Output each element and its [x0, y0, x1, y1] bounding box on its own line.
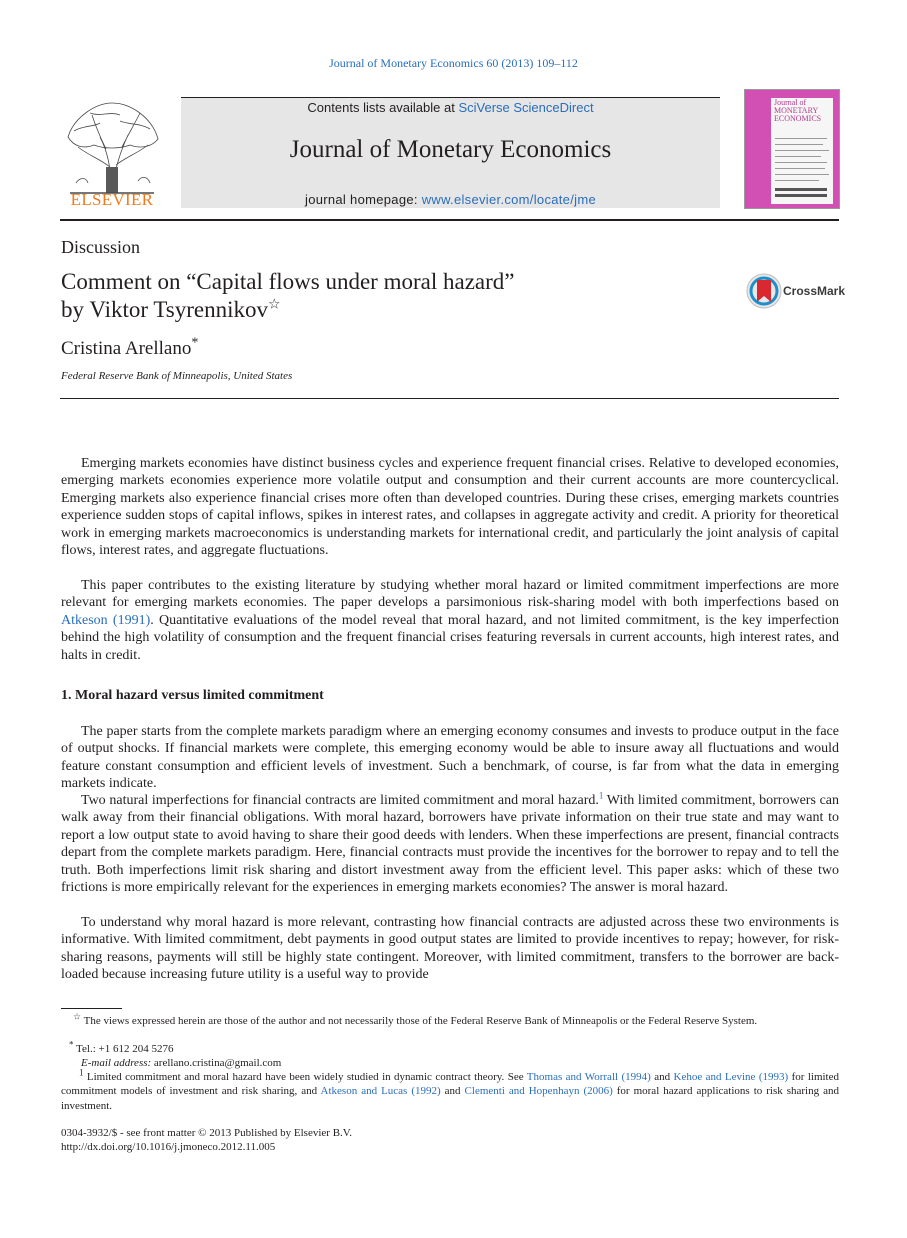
homepage-prefix: journal homepage: — [305, 192, 422, 207]
footnote-ref-1[interactable]: 1 — [598, 790, 604, 801]
title-line-2-text: by Viktor Tsyrennikov — [61, 297, 268, 322]
footnote-1 — [61, 1067, 839, 1113]
footnote-disclaimer — [61, 1011, 839, 1028]
paragraph-5: To understand why moral hazard is more relevant, contrasting how financial contracts are adjusted across these two environments is informative. With limited commitment, debt payments in good output states are limited to provide incentives to repay; however, for risk-sharing reasons, payments will still be highly state contingent. Moreover, with limited commitment, transfers to the borrower are back-loaded because increasing future utility is a useful way to provide — [61, 915, 839, 983]
paragraph-1: Emerging markets economies have distinct business cycles and experience frequent financial crises. Relative to developed economies, emerging markets economies experience more volatile output and consumption and their current accounts are more countercyclical. Emerging markets also experience financial crises more often than developed countries. During these crises, emerging markets countries experience sudden stops of capital inflows, spikes in interest rates, and collapses in aggregate activity and credit. A priority for theoretical work in emerging markets macroeconomics is understanding markets for international credit, and particularly the joint analysis of capital flows, interest rates, and aggregate fluctuations. — [61, 456, 839, 559]
crossmark-label[interactable]: CrossMark — [783, 284, 846, 298]
doi-link[interactable]: http://dx.doi.org/10.1016/j.jmoneco.2012.11.005 — [61, 1141, 276, 1153]
journal-cover-thumbnail[interactable] — [744, 89, 840, 209]
paragraph-2 — [61, 577, 839, 664]
footnote-tel-mark: * — [69, 1039, 74, 1050]
paragraph-3: The paper starts from the complete markets paradigm where an emerging economy consumes and invests to produce output in the face of output shocks. If financial markets were complete, this emerging economy would be able to insure away all fluctuations and would feature constant consumption and efficient levels of investment. Such a benchmark, of course, is far from what the data in emerging markets indicate. — [61, 724, 839, 792]
title-line-2 — [61, 296, 514, 324]
footnote-rule — [61, 1008, 122, 1009]
header-rule — [60, 219, 839, 221]
contents-prefix: Contents lists available at — [307, 100, 459, 115]
footnote-1-text-c: for moral hazard applications to risk sharing and investment. — [61, 1085, 839, 1112]
footnote-1-and-2: and — [440, 1085, 465, 1098]
journal-title: Journal of Monetary Economics — [289, 136, 612, 163]
citation-link-atkeson-lucas[interactable]: Atkeson and Lucas (1992) — [320, 1085, 441, 1098]
author-affiliation: Federal Reserve Bank of Minneapolis, United States — [61, 370, 293, 382]
title-line-1: Comment on “Capital flows under moral hazard” — [61, 269, 515, 294]
footnote-1-text-b: for limited commitment models of investment and risk sharing, and — [61, 1071, 839, 1098]
journal-banner — [181, 97, 720, 208]
email-label: E-mail address: — [81, 1057, 152, 1069]
publisher-wordmark: ELSEVIER — [70, 190, 154, 209]
cover-page — [771, 98, 833, 204]
citation-link-kehoe-levine[interactable]: Kehoe and Levine (1993) — [673, 1071, 789, 1083]
journal-citation[interactable]: Journal of Monetary Economics 60 (2013) 109–112 — [329, 56, 578, 70]
email-address[interactable]: arellano.cristina@gmail.com — [151, 1057, 282, 1069]
article-type: Discussion — [61, 237, 141, 257]
paragraph-4 — [61, 792, 839, 896]
citation-link-clementi-hopenhayn[interactable]: Clementi and Hopenhayn (2006) — [464, 1085, 613, 1098]
paragraph-4-text-b: With limited commitment, borrowers can walk away from their financial obligations. With moral hazard, borrowers have private information on their true state and may want to report a low output state to avoid having to share their good deeds with lenders. When these imperfections are present, financial contracts depart from the complete markets paradigm. Here, financial contracts must provide the incentives for the borrower to repay and to tell the truth. Both imperfections limit risk sharing and distort investment away from the efficient level. This paper asks: which of these two frictions is more empirically relevant for the experiences in emerging markets economies? The answer is moral hazard. — [61, 793, 839, 896]
paragraph-2-text-a: This paper contributes to the existing literature by studying whether moral hazard or limited commitment imperfections are more relevant for emerging markets economies. The paper develops a parsimonious risk-sharing model with both imperfections based on — [61, 578, 839, 611]
author-name — [61, 335, 199, 360]
author-name-text: Cristina Arellano — [61, 338, 192, 359]
homepage-link[interactable]: www.elsevier.com/locate/jme — [421, 192, 596, 207]
paragraph-2-text-b: . Quantitative evaluations of the model reveal that moral hazard, and not limited commitment, is the key imperfection behind the high volatility of consumption and the frequent financial crises featuring reversals in current accounts, high interest rates, and halts in credit. — [61, 612, 839, 663]
title-footnote-mark[interactable]: ☆ — [268, 297, 281, 313]
paragraph-4-text-a: Two natural imperfections for financial contracts are limited commitment and moral hazard. — [81, 793, 599, 808]
contents-line — [181, 100, 720, 115]
cover-title: Journal of MONETARY ECONOMICS — [774, 98, 822, 123]
telephone-text: Tel.: +1 612 204 5276 — [73, 1043, 174, 1055]
abstract-rule — [60, 398, 839, 399]
author-footnote-mark[interactable]: * — [191, 335, 199, 351]
homepage-line — [181, 192, 720, 207]
citation-link-atkeson-1991[interactable]: Atkeson (1991) — [61, 612, 151, 628]
footnote-disclaimer-text: The views expressed herein are those of the author and not necessarily those of the Federal Reserve Bank of Minneapolis or the Federal Reserve System. — [81, 1015, 758, 1027]
sciencedirect-link[interactable]: SciVerse ScienceDirect — [458, 100, 594, 115]
footnote-1-and-1: and — [650, 1071, 674, 1083]
section-heading: 1. Moral hazard versus limited commitment — [61, 688, 324, 703]
citation-link-thomas-worrall[interactable]: Thomas and Worrall (1994) — [526, 1071, 651, 1083]
footnote-telephone — [61, 1039, 839, 1056]
footnote-email — [61, 1056, 839, 1070]
footnote-star-mark: ☆ — [73, 1011, 82, 1022]
footnote-1-mark: 1 — [79, 1067, 84, 1078]
article-title — [61, 268, 514, 324]
footnote-1-text-a: Limited commitment and moral hazard have been widely studied in dynamic contract theory. See — [83, 1071, 527, 1083]
front-matter-line: 0304-3932/$ - see front matter © 2013 Published by Elsevier B.V. — [61, 1127, 353, 1139]
